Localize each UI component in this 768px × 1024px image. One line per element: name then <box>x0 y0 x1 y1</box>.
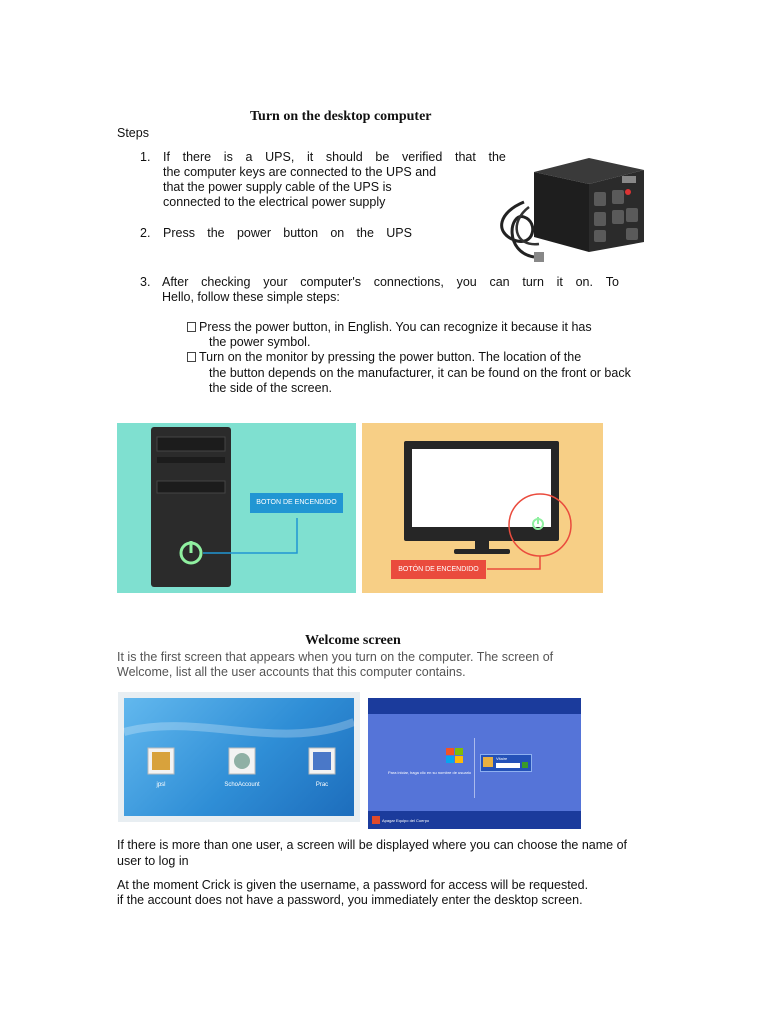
bullet-box-icon <box>187 352 196 362</box>
paragraph-1-line-2: user to log in <box>117 854 189 868</box>
bullet-2-line-3: the side of the screen. <box>209 381 332 395</box>
welcome-intro-line-2: Welcome, list all the user accounts that this computer contains. <box>117 665 466 679</box>
paragraph-2-line-1: At the moment Crick is given the username, a password for access will be requested. <box>117 878 589 892</box>
steps-label: Steps <box>117 126 149 140</box>
step-1-line-1: If there is a UPS, it should be verified that the <box>163 150 506 164</box>
paragraph-1-line-1: If there is more than one user, a screen will be displayed where you can choose the name of <box>117 838 628 852</box>
page-title: Turn on the desktop computer <box>250 109 432 124</box>
xp-shutdown-label[interactable]: Apagar Equipo del Cuerpo <box>382 818 430 823</box>
step-1-line-4: connected to the electrical power supply <box>163 195 386 209</box>
tower-label: BOTON DE ENCENDIDO <box>250 493 343 513</box>
xp-instruction: Para iniciar, haga clic en su nombre de usuario <box>388 770 472 775</box>
step-2-number: 2. <box>140 226 151 240</box>
step-3-line-1: After checking your computer's connections, you can turn it on. To <box>162 275 619 289</box>
bullet-2-line-1: Turn on the monitor by pressing the power button. The location of the <box>187 350 581 365</box>
xp-username: Vitaire <box>496 756 508 761</box>
step-3-line-2: Hello, follow these simple steps: <box>162 290 340 304</box>
win7-user-2: SchoAccount <box>224 782 260 788</box>
bullet-1-line-1: Press the power button, in English. You can recognize it because it has <box>187 320 592 335</box>
xp-user-tile[interactable] <box>480 754 532 772</box>
xp-shutdown-icon[interactable] <box>372 816 380 824</box>
monitor-label: BOTÓN DE ENCENDIDO <box>391 560 486 579</box>
tower-power-button-image <box>117 423 356 593</box>
bullet-2-line-2: the button depends on the manufacturer, it can be found on the front or back <box>209 366 631 380</box>
winxp-login-image <box>368 698 581 829</box>
bullet-1-line-2: the power symbol. <box>209 335 311 349</box>
windows-logo-icon <box>442 746 472 768</box>
bullet-box-icon <box>187 322 196 332</box>
win7-user-1: jpsl <box>156 782 166 788</box>
win7-user-3: Prac <box>315 782 329 788</box>
welcome-intro-line-1: It is the first screen that appears when you turn on the computer. The screen of <box>117 650 554 664</box>
monitor-power-button-image <box>362 423 603 593</box>
step-1-line-3: that the power supply cable of the UPS is <box>163 180 392 194</box>
step-2-text: Press the power button on the UPS <box>163 226 412 240</box>
ups-image <box>494 152 644 268</box>
welcome-screen-heading: Welcome screen <box>305 633 401 648</box>
paragraph-2-line-2: if the account does not have a password, you immediately enter the desktop screen. <box>117 893 583 907</box>
step-3-number: 3. <box>140 275 151 289</box>
step-1-number: 1. <box>140 150 151 164</box>
step-1-line-2: the computer keys are connected to the UPS and <box>163 165 437 179</box>
win7-login-image <box>118 692 360 822</box>
